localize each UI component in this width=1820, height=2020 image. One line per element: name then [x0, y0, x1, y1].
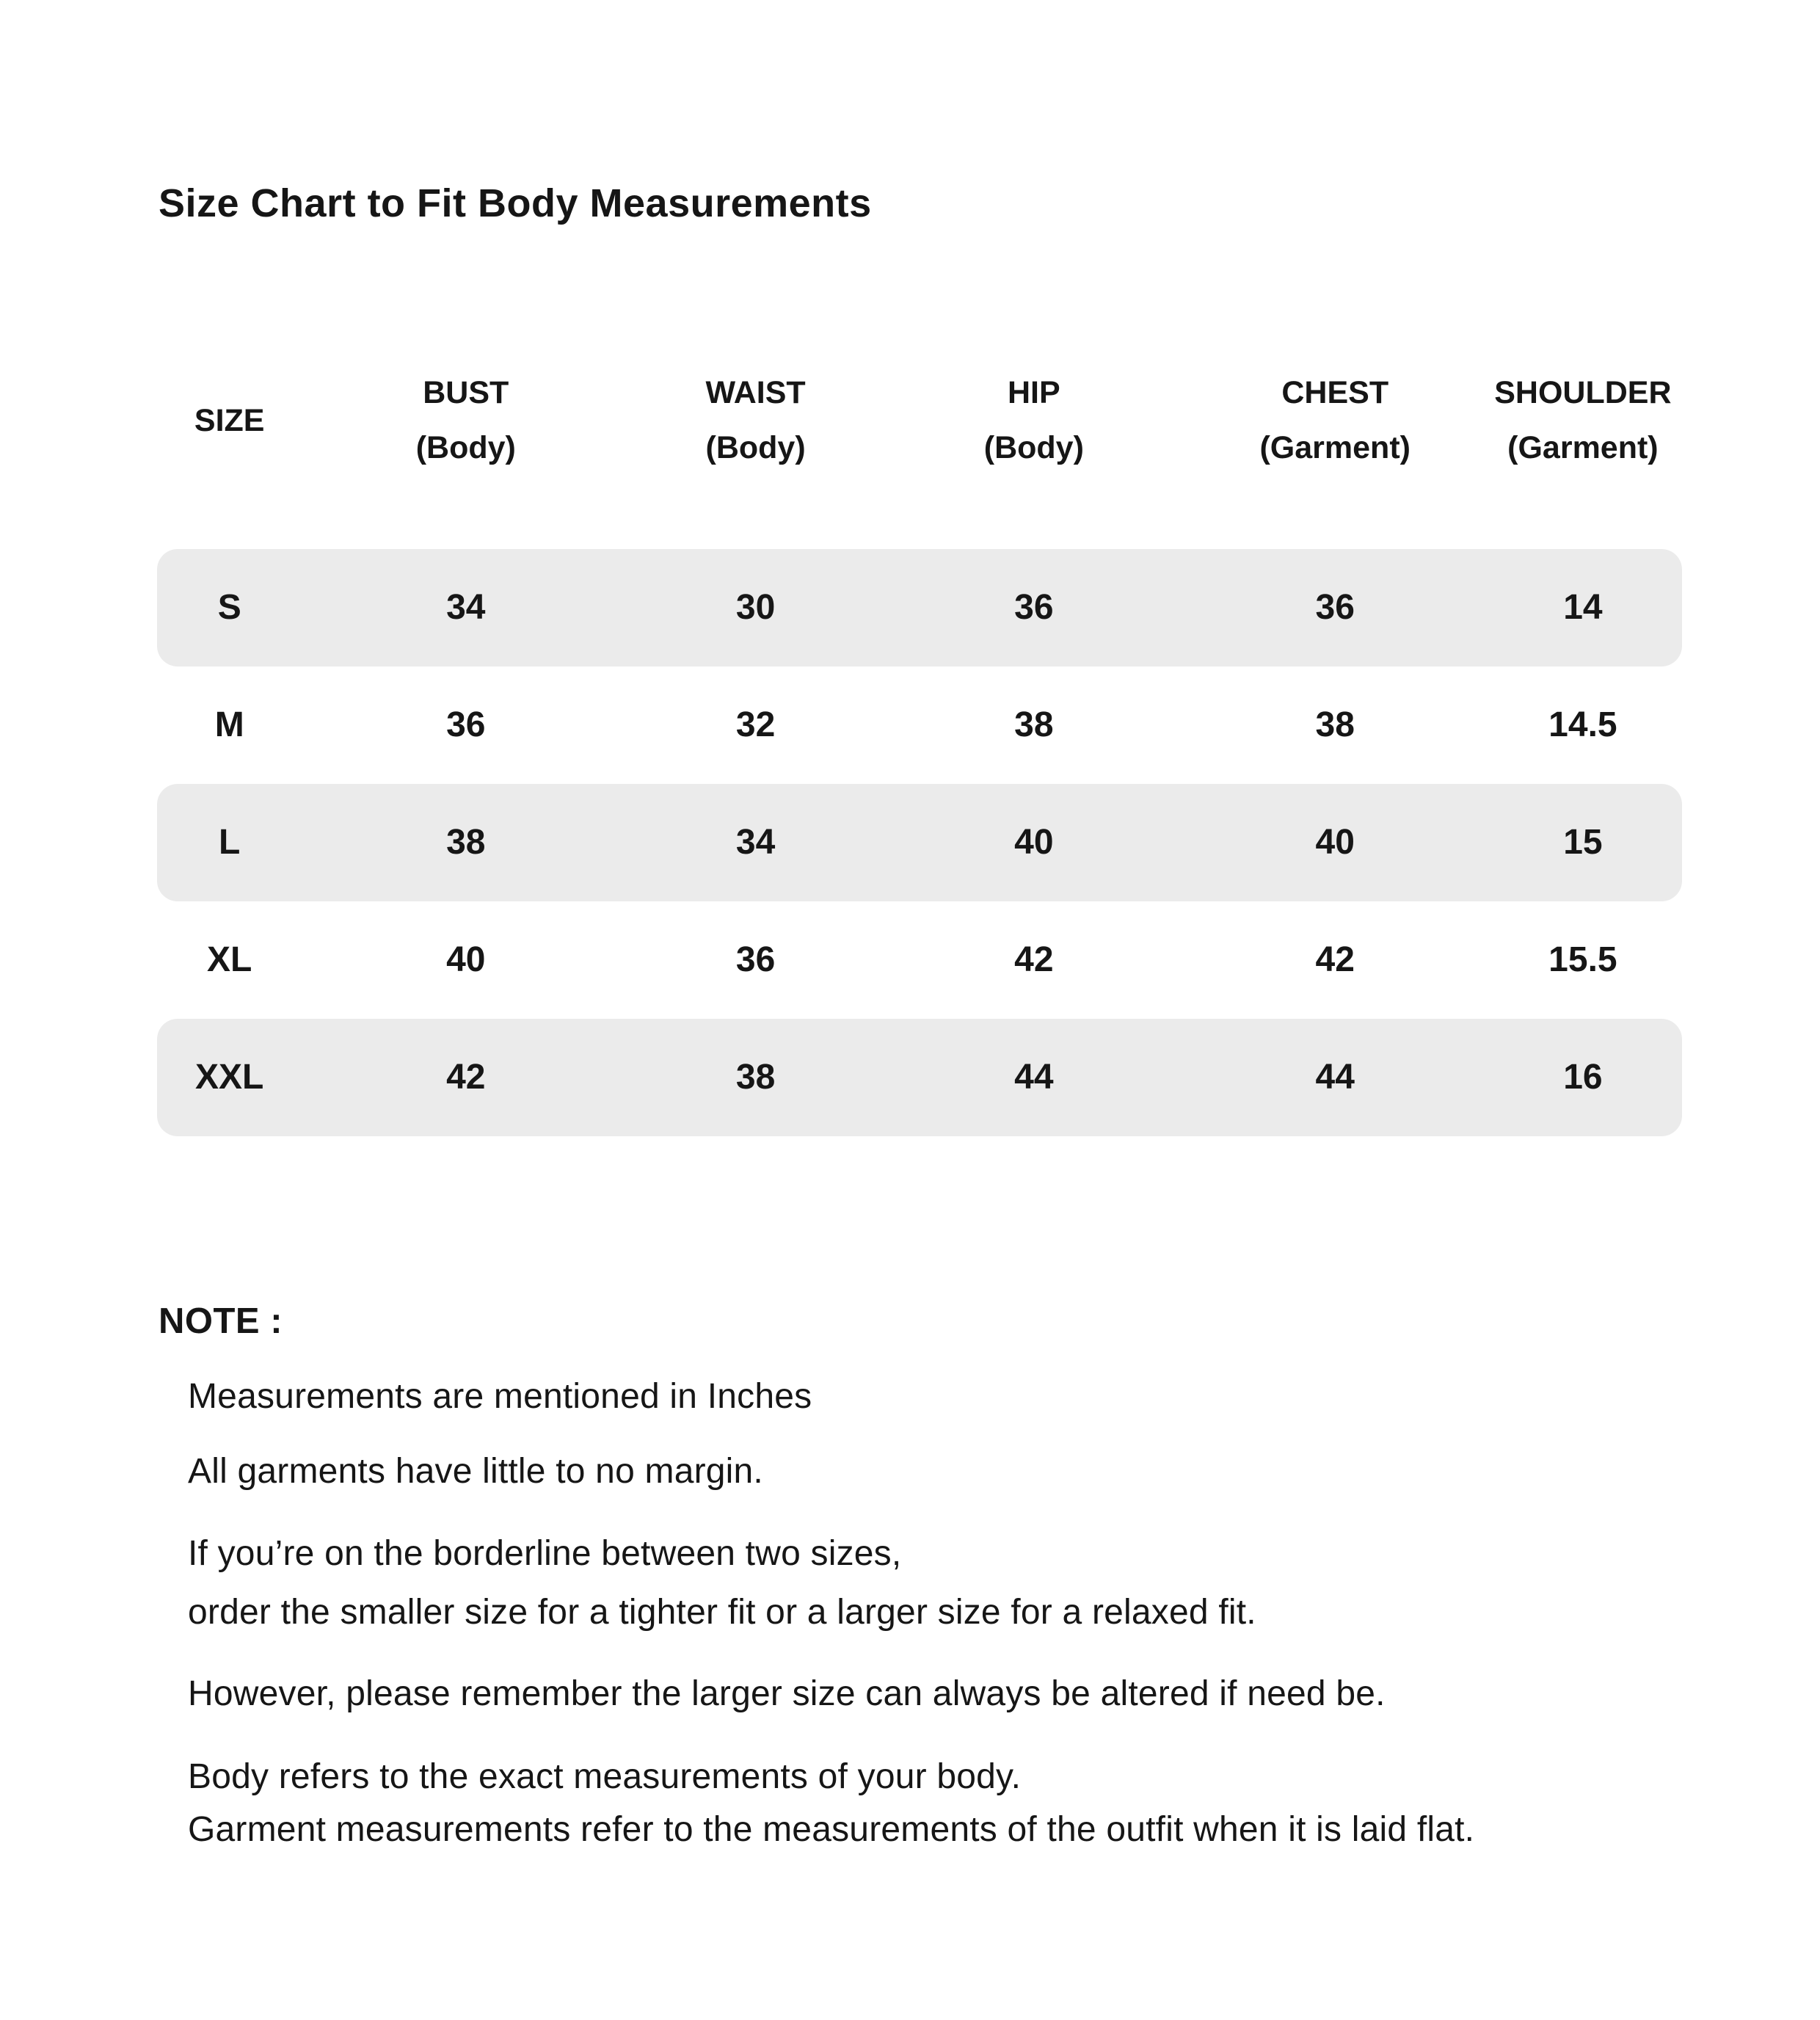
- note-line: If you’re on the borderline between two sizes,: [188, 1534, 902, 1574]
- note-line: Body refers to the exact measurements of your body.: [188, 1756, 1022, 1796]
- column-label: WAIST: [705, 375, 806, 410]
- cell-waist: 34: [735, 823, 776, 862]
- column-header-hip: [881, 351, 1187, 490]
- cell-size: XL: [207, 940, 252, 979]
- cell-shoulder: 15: [1563, 823, 1603, 862]
- cell-chest: 36: [1315, 588, 1355, 627]
- note-line: Measurements are mentioned in Inches: [188, 1377, 812, 1416]
- column-label: SIZE: [194, 402, 265, 438]
- note-section: [159, 1301, 1758, 1852]
- cell-waist: 38: [735, 1058, 776, 1097]
- cell-shoulder: 15.5: [1548, 940, 1617, 979]
- table-row-xxl: [157, 1019, 1682, 1136]
- table-row-s: [157, 549, 1682, 666]
- cell-bust: 34: [446, 588, 486, 627]
- cell-chest: 42: [1315, 940, 1355, 979]
- size-chart-header-row: [157, 351, 1682, 490]
- cell-chest: 40: [1315, 823, 1355, 862]
- cell-size: S: [217, 588, 241, 627]
- cell-bust: 40: [446, 940, 486, 979]
- column-sublabel: (Body): [983, 430, 1084, 465]
- cell-waist: 30: [735, 588, 776, 627]
- cell-shoulder: 14: [1563, 588, 1603, 627]
- cell-bust: 36: [446, 705, 486, 744]
- cell-size: L: [219, 823, 241, 862]
- column-label: HIP: [1007, 375, 1060, 410]
- column-header-shoulder: [1484, 351, 1682, 490]
- cell-hip: 44: [1014, 1058, 1054, 1097]
- cell-waist: 36: [735, 940, 776, 979]
- note-line: Garment measurements refer to the measurements of the outfit when it is laid flat.: [188, 1810, 1475, 1850]
- note-line: All garments have little to no margin.: [188, 1451, 763, 1491]
- cell-size: M: [214, 705, 244, 744]
- column-header-chest: [1187, 351, 1484, 490]
- size-chart-table: [157, 549, 1682, 1136]
- cell-shoulder: 16: [1563, 1058, 1603, 1097]
- cell-size: XXL: [195, 1058, 264, 1097]
- cell-hip: 42: [1014, 940, 1054, 979]
- column-label: BUST: [423, 375, 509, 410]
- cell-bust: 38: [446, 823, 486, 862]
- column-label: SHOULDER: [1494, 375, 1672, 410]
- note-line: However, please remember the larger size can always be altered if need be.: [188, 1674, 1386, 1714]
- note-heading: NOTE :: [159, 1301, 283, 1341]
- cell-chest: 38: [1315, 705, 1355, 744]
- cell-bust: 42: [446, 1058, 486, 1097]
- column-header-bust: [302, 351, 630, 490]
- table-row-l: [157, 784, 1682, 901]
- column-header-waist: [630, 351, 881, 490]
- cell-waist: 32: [735, 705, 776, 744]
- cell-shoulder: 14.5: [1548, 705, 1617, 744]
- column-sublabel: (Body): [415, 430, 516, 465]
- column-header-size: [157, 351, 302, 490]
- table-row-m: [157, 666, 1682, 784]
- cell-hip: 40: [1014, 823, 1054, 862]
- column-label: CHEST: [1281, 375, 1389, 410]
- table-row-xl: [157, 901, 1682, 1019]
- page-title: Size Chart to Fit Body Measurements: [159, 181, 872, 225]
- cell-chest: 44: [1315, 1058, 1355, 1097]
- column-sublabel: (Garment): [1507, 430, 1659, 465]
- note-line: order the smaller size for a tighter fit or a larger size for a relaxed fit.: [188, 1592, 1256, 1632]
- cell-hip: 38: [1014, 705, 1054, 744]
- column-sublabel: (Garment): [1259, 430, 1410, 465]
- column-sublabel: (Body): [705, 430, 806, 465]
- cell-hip: 36: [1014, 588, 1054, 627]
